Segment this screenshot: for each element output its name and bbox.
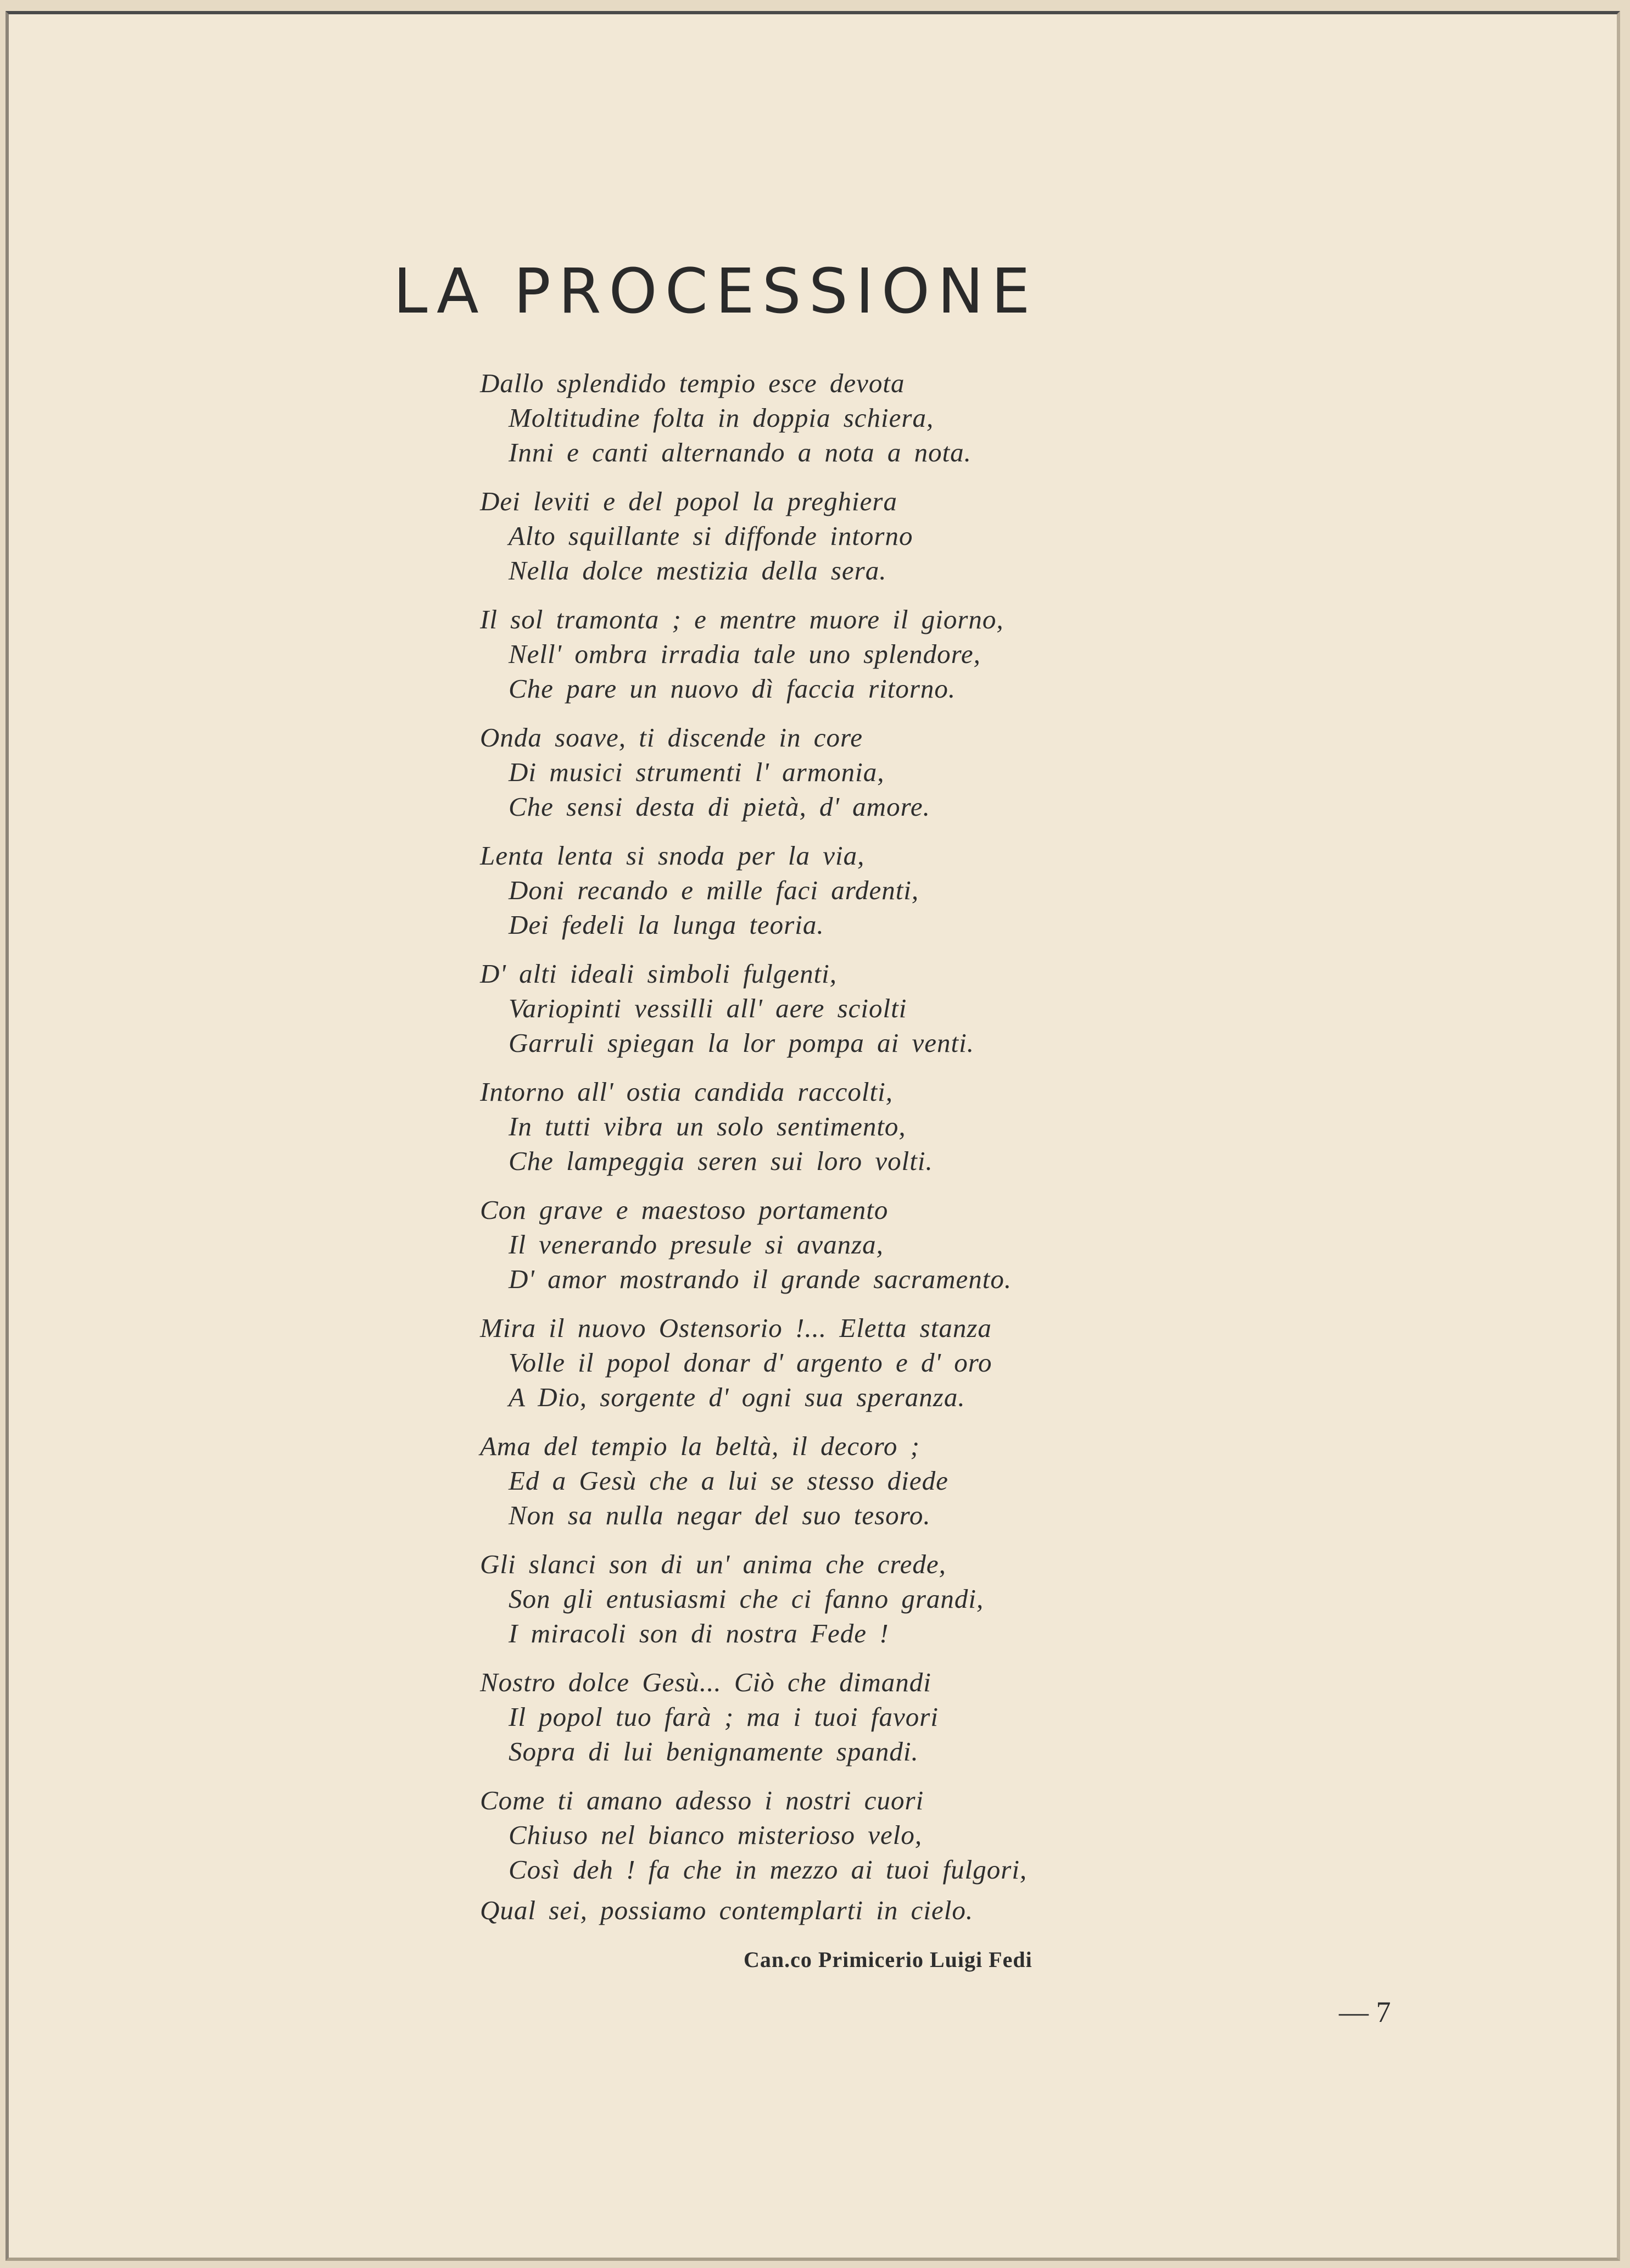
verse-line: In tutti vibra un solo sentimento, (509, 1111, 906, 1141)
page-number: — 7 (1339, 1996, 1391, 2029)
verse-line: Dallo splendido tempio esce devota (480, 368, 905, 398)
stanza (480, 1192, 1139, 1311)
closing-verse-line: Qual sei, possiamo contemplarti in cielo. (480, 1895, 974, 1925)
verse-line: Sopra di lui benignamente spandi. (509, 1736, 919, 1767)
verse-line: A Dio, sorgente d' ogni sua speranza. (509, 1382, 965, 1412)
stanza (480, 720, 1139, 838)
author-signature: Can.co Primicerio Luigi Fedi (744, 1947, 1032, 1972)
stanza (480, 366, 1139, 484)
verse-line: Non sa nulla negar del suo tesoro. (509, 1500, 931, 1530)
verse-line: Come ti amano adesso i nostri cuori (480, 1785, 924, 1815)
verse-line: Con grave e maestoso portamento (480, 1195, 889, 1225)
poem-title: LA PROCESSIONE (393, 256, 1038, 327)
verse-line: D' amor mostrando il grande sacramento. (509, 1264, 1012, 1294)
verse-line: I miracoli son di nostra Fede ! (509, 1618, 889, 1648)
verse-line: Nostro dolce Gesù... Ciò che dimandi (480, 1667, 931, 1697)
verse-line: Son gli entusiasmi che ci fanno grandi, (509, 1584, 984, 1614)
verse-line: Doni recando e mille faci ardenti, (509, 875, 919, 905)
verse-line: Il popol tuo farà ; ma i tuoi favori (509, 1702, 939, 1732)
verse-line: Che lampeggia seren sui loro volti. (509, 1146, 933, 1176)
verse-line: Che sensi desta di pietà, d' amore. (509, 792, 930, 822)
verse-line: Nella dolce mestizia della sera. (509, 555, 887, 586)
stanza (480, 1783, 1139, 1901)
verse-line: Onda soave, ti discende in core (480, 722, 863, 753)
verse-line: Inni e canti alternando a nota a nota. (509, 437, 972, 467)
stanza (480, 1665, 1139, 1783)
verse-line: Che pare un nuovo dì faccia ritorno. (509, 673, 956, 704)
poem-body (480, 366, 1139, 1901)
verse-line: Il venerando presule si avanza, (509, 1229, 884, 1260)
verse-line: Variopinti vessilli all' aere sciolti (509, 993, 907, 1023)
verse-line: Ama del tempio la beltà, il decoro ; (480, 1431, 920, 1461)
stanza (480, 1429, 1139, 1547)
verse-line: Dei fedeli la lunga teoria. (509, 910, 824, 940)
verse-line: Dei leviti e del popol la preghiera (480, 486, 897, 516)
verse-line: Nell' ombra irradia tale uno splendore, (509, 639, 981, 669)
verse-line: Volle il popol donar d' argento e d' oro (509, 1347, 992, 1378)
verse-line: Chiuso nel bianco misterioso velo, (509, 1820, 923, 1850)
stanza (480, 1311, 1139, 1429)
verse-line: Alto squillante si diffonde intorno (509, 521, 913, 551)
verse-line: Mira il nuovo Ostensorio !... Eletta stanza (480, 1313, 992, 1343)
stanza (480, 1547, 1139, 1665)
verse-line: Garruli spiegan la lor pompa ai venti. (509, 1028, 974, 1058)
page-sheet (5, 11, 1620, 2261)
verse-line: Intorno all' ostia candida raccolti, (480, 1077, 894, 1107)
stanza (480, 602, 1139, 720)
verse-line: Moltitudine folta in doppia schiera, (509, 403, 934, 433)
stanza (480, 484, 1139, 602)
stanza (480, 838, 1139, 956)
verse-line: Gli slanci son di un' anima che crede, (480, 1549, 946, 1579)
verse-line: Lenta lenta si snoda per la via, (480, 840, 865, 871)
verse-line: D' alti ideali simboli fulgenti, (480, 959, 838, 989)
stanza (480, 1074, 1139, 1192)
verse-line: Così deh ! fa che in mezzo ai tuoi fulgori, (509, 1854, 1028, 1885)
verse-line: Il sol tramonta ; e mentre muore il giorno, (480, 604, 1004, 634)
verse-line: Ed a Gesù che a lui se stesso diede (509, 1465, 948, 1496)
stanza (480, 956, 1139, 1074)
verse-line: Di musici strumenti l' armonia, (509, 757, 885, 787)
